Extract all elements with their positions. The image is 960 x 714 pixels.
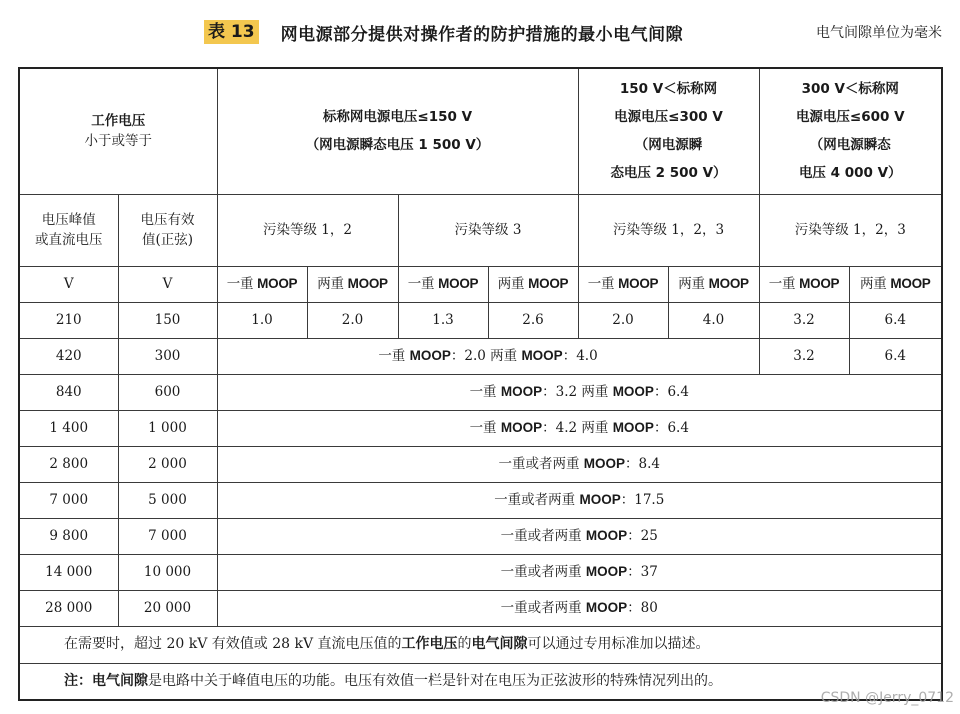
table-row: [19, 518, 942, 554]
group3-line4: 电压 4 000 V）: [798, 165, 902, 182]
table-row: [19, 482, 942, 518]
rms-cell: 150: [118, 302, 217, 338]
rms-cell: 2 000: [118, 446, 217, 482]
peak-cell: 2 800: [19, 446, 118, 482]
rms-cell: 600: [118, 374, 217, 410]
value-cell: 4.0: [668, 302, 759, 338]
rms-cell: 300: [118, 338, 217, 374]
two-moop-header: 两重 MOOP: [668, 266, 759, 302]
peak-line2: 或直流电压: [35, 232, 103, 248]
working-voltage-header: [19, 68, 217, 194]
table-row: [19, 554, 942, 590]
header-row-1: [19, 68, 942, 194]
group2-line4: 态电压 2 500 V）: [610, 165, 727, 182]
peak-cell: 14 000: [19, 554, 118, 590]
peak-cell: 9 800: [19, 518, 118, 554]
pollution-12-header: 污染等级 1，2: [217, 194, 398, 266]
value-cell: 6.4: [849, 338, 942, 374]
two-moop-header: 两重 MOOP: [849, 266, 942, 302]
peak-cell: 210: [19, 302, 118, 338]
value-cell: 1.3: [398, 302, 488, 338]
merged-value-cell: 一重或者两重 MOOP：25: [217, 518, 942, 554]
one-moop-header: 一重 MOOP: [578, 266, 668, 302]
rms-cell: 10 000: [118, 554, 217, 590]
table-row: [19, 410, 942, 446]
merged-value-cell: 一重 MOOP：4.2 两重 MOOP：6.4: [217, 410, 942, 446]
group1-header: [217, 68, 578, 194]
table-caption: [204, 18, 942, 46]
footnote-cell: 在需要时，超过 20 kV 有效值或 28 kV 直流电压值的工作电压的电气间隙可以通过专用标准加以描述。: [19, 626, 942, 663]
group3-line2: 电源电压≤600 V: [795, 109, 905, 126]
group1-line1: 标称网电源电压≤150 V: [322, 109, 473, 126]
rms-cell: 20 000: [118, 590, 217, 626]
merged-value-cell: 一重 MOOP：3.2 两重 MOOP：6.4: [217, 374, 942, 410]
group3-header: [759, 68, 942, 194]
header-row-3: [19, 266, 942, 302]
one-moop-header: 一重 MOOP: [759, 266, 849, 302]
peak-line1: 电压峰值: [41, 211, 96, 228]
unit-v-peak: V: [19, 266, 118, 302]
value-cell: 2.0: [307, 302, 398, 338]
table-number: 表 13: [204, 20, 259, 44]
merged-value-cell: 一重或者两重 MOOP：17.5: [217, 482, 942, 518]
two-moop-header: 两重 MOOP: [488, 266, 578, 302]
rms-line1: 电压有效: [140, 211, 195, 228]
table-row: [19, 338, 942, 374]
merged-value-cell: 一重或者两重 MOOP：80: [217, 590, 942, 626]
value-cell: 3.2: [759, 338, 849, 374]
peak-cell: 1 400: [19, 410, 118, 446]
rms-cell: 1 000: [118, 410, 217, 446]
peak-voltage-header: [19, 194, 118, 266]
group3-line1: 300 V＜标称网: [801, 81, 899, 98]
footnote-row: [19, 626, 942, 663]
table-row: [19, 302, 942, 338]
unit-note: 电气间隙单位为毫米: [816, 25, 942, 41]
pollution-3-header: 污染等级 3: [398, 194, 578, 266]
pollution-123-header-b: 污染等级 1，2，3: [759, 194, 942, 266]
note-row: [19, 663, 942, 700]
note-cell: 注：电气间隙是电路中关于峰值电压的功能。电压有效值一栏是针对在电压为正弦波形的特殊情况列出的。: [19, 663, 942, 700]
value-cell: 3.2: [759, 302, 849, 338]
rms-cell: 7 000: [118, 518, 217, 554]
table-row: [19, 374, 942, 410]
unit-v-rms: V: [118, 266, 217, 302]
merged-value-cell: 一重或者两重 MOOP：37: [217, 554, 942, 590]
peak-cell: 840: [19, 374, 118, 410]
group2-line2: 电源电压≤300 V: [614, 109, 723, 126]
value-cell: 2.0: [578, 302, 668, 338]
rms-cell: 5 000: [118, 482, 217, 518]
group2-line1: 150 V＜标称网: [619, 81, 718, 98]
one-moop-header: 一重 MOOP: [217, 266, 307, 302]
working-voltage-label: 工作电压: [91, 113, 146, 129]
value-cell: 6.4: [849, 302, 942, 338]
clearance-table: [18, 67, 943, 701]
group2-header: [578, 68, 759, 194]
one-moop-header: 一重 MOOP: [398, 266, 488, 302]
peak-cell: 28 000: [19, 590, 118, 626]
note-label: 注：: [64, 672, 92, 689]
rms-line2: 值(正弦): [141, 232, 194, 248]
two-moop-header: 两重 MOOP: [307, 266, 398, 302]
group1-line2: （网电源瞬态电压 1 500 V）: [305, 137, 490, 154]
table-title: 网电源部分提供对操作者的防护措施的最小电气间隙: [280, 24, 684, 45]
group3-line3: （网电源瞬态: [809, 137, 891, 154]
pollution-123-header-a: 污染等级 1，2，3: [578, 194, 759, 266]
merged-value-cell: 一重或者两重 MOOP：8.4: [217, 446, 942, 482]
value-cell: 2.6: [488, 302, 578, 338]
less-equal-label: 小于或等于: [84, 133, 152, 150]
rms-voltage-header: [118, 194, 217, 266]
group2-line3: （网电源瞬: [634, 137, 703, 154]
merged-value-cell: 一重 MOOP：2.0 两重 MOOP：4.0: [217, 338, 759, 374]
table-row: [19, 446, 942, 482]
peak-cell: 420: [19, 338, 118, 374]
peak-cell: 7 000: [19, 482, 118, 518]
header-row-2: [19, 194, 942, 266]
value-cell: 1.0: [217, 302, 307, 338]
watermark: CSDN @Jerry_0712: [820, 690, 954, 706]
table-row: [19, 590, 942, 626]
